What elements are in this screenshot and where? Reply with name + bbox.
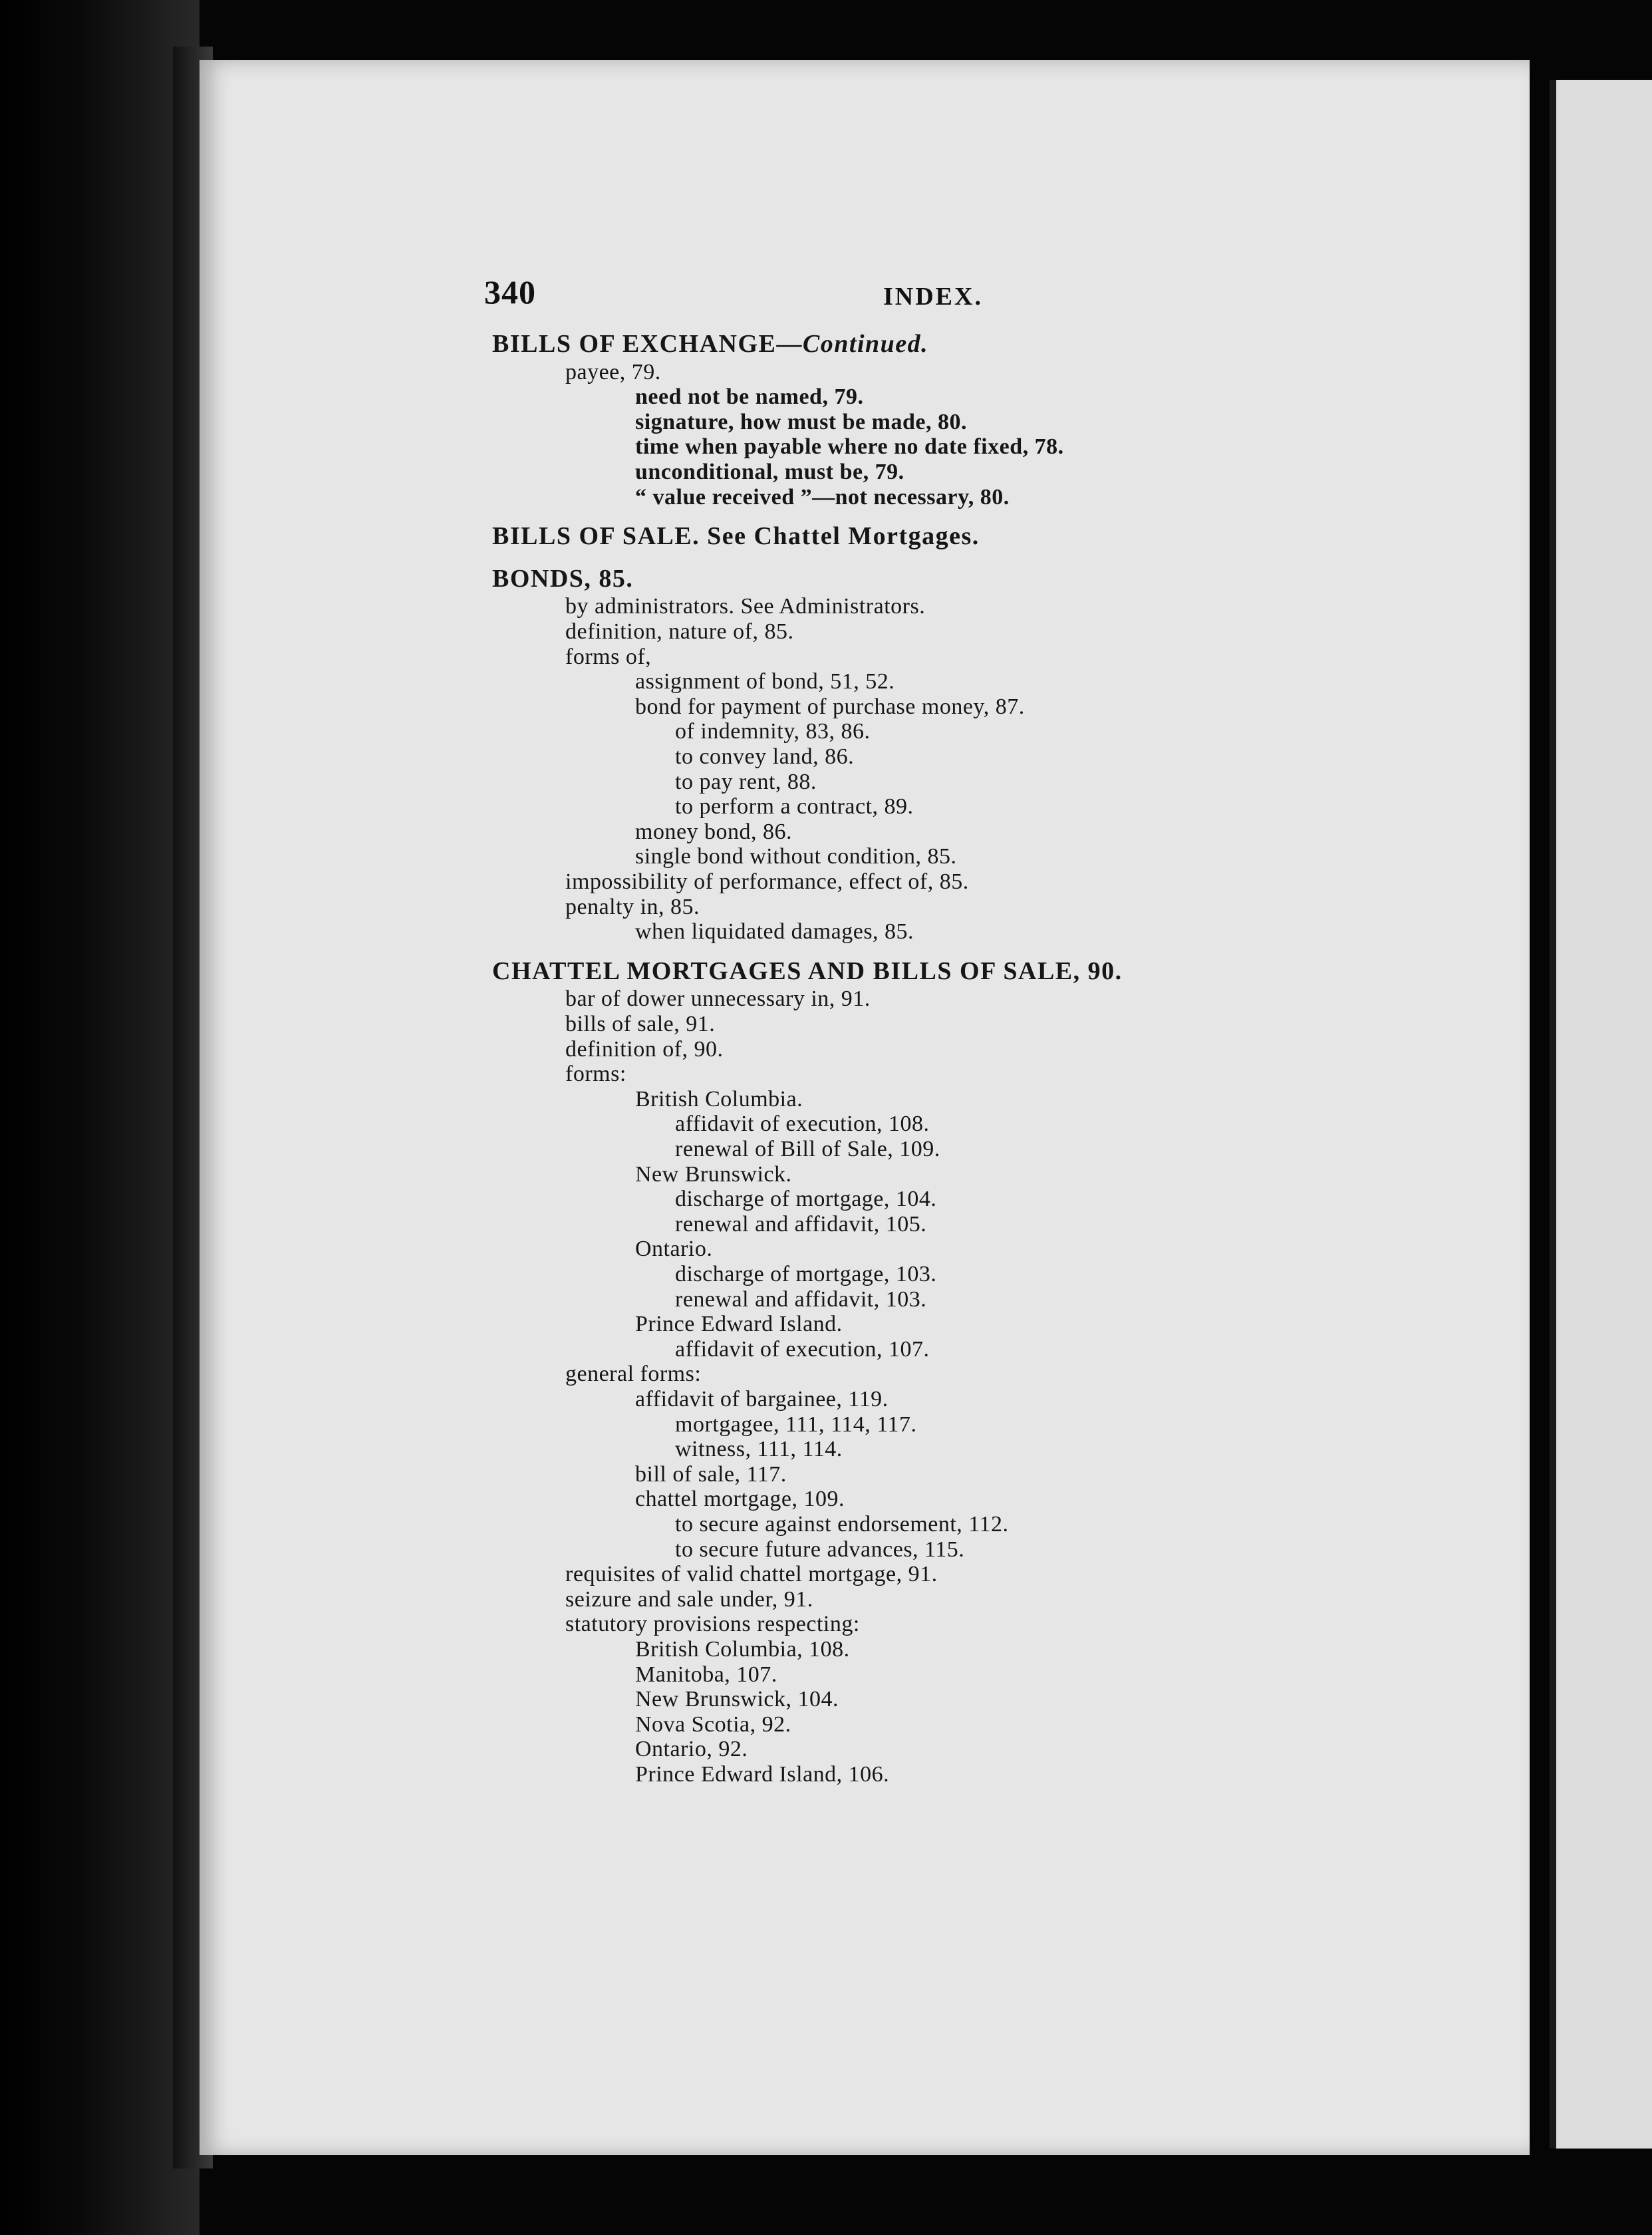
- index-entry: [635, 1762, 889, 1787]
- index-entry: [565, 1012, 715, 1037]
- entry-text: of indemnity, 83, 86.: [675, 719, 871, 744]
- entry-text: to pay rent, 88.: [675, 769, 817, 794]
- entry-text: by administrators. See Administrators.: [565, 594, 926, 619]
- entry-text: assignment of bond, 51, 52.: [635, 669, 895, 694]
- index-entry: [635, 1737, 748, 1762]
- entry-text: to secure against endorsement, 112.: [675, 1512, 1009, 1537]
- index-entry: [635, 384, 863, 410]
- index-entry: [675, 1137, 940, 1162]
- entry-text: New Brunswick.: [635, 1161, 792, 1187]
- index-entry: [635, 919, 914, 945]
- index-entry: [635, 1312, 843, 1337]
- running-head: [0, 273, 1652, 313]
- index-entry: [565, 869, 969, 895]
- entry-text: CHATTEL MORTGAGES AND BILLS OF SALE, 90.: [492, 957, 1123, 985]
- index-entry: [675, 1187, 936, 1212]
- entry-text: affidavit of execution, 107.: [675, 1336, 930, 1362]
- entry-text: “ value received ”—not necessary, 80.: [635, 484, 1010, 510]
- index-entry: [565, 895, 700, 920]
- index-entry: [565, 1587, 813, 1612]
- index-entry: [565, 360, 661, 385]
- index-heading: [492, 522, 980, 551]
- page-number: 340: [484, 273, 536, 311]
- entry-text: statutory provisions respecting:: [565, 1612, 860, 1637]
- index-entry: [635, 1687, 839, 1712]
- index-entry: [635, 1162, 792, 1187]
- index-entry: [635, 669, 895, 694]
- index-heading: [492, 329, 928, 359]
- facing-page-edge: [1550, 80, 1652, 2149]
- entry-text: bond for payment of purchase money, 87.: [635, 694, 1025, 719]
- entry-text: renewal and affidavit, 103.: [675, 1286, 927, 1312]
- index-entry: [675, 1412, 916, 1437]
- entry-text: BILLS OF SALE. See Chattel Mortgages.: [492, 522, 980, 551]
- entry-text: to perform a contract, 89.: [675, 794, 914, 820]
- index-entry: [675, 1262, 936, 1287]
- index-entry: [565, 1612, 860, 1637]
- entry-text: BONDS, 85.: [492, 564, 634, 593]
- index-entry: [565, 619, 793, 645]
- index-entry: [635, 1387, 889, 1412]
- running-title: INDEX.: [883, 283, 983, 311]
- entry-text: discharge of mortgage, 104.: [675, 1187, 937, 1212]
- index-entry: [635, 410, 967, 435]
- entry-text: Nova Scotia, 92.: [635, 1712, 791, 1737]
- index-entry: [675, 719, 871, 744]
- entry-text: time when payable where no date fixed, 78.: [635, 434, 1064, 460]
- index-entry: [565, 1362, 701, 1387]
- index-entry: [565, 1062, 626, 1087]
- entry-text: unconditional, must be, 79.: [635, 460, 904, 484]
- entry-text: British Columbia, 108.: [635, 1637, 850, 1662]
- index-entry: [675, 1287, 926, 1312]
- index-entry: [675, 1537, 964, 1563]
- index-page: [200, 60, 1530, 2155]
- index-entry: [635, 1462, 787, 1487]
- entry-text: British Columbia.: [635, 1086, 803, 1112]
- entry-text: Manitoba, 107.: [635, 1662, 777, 1687]
- entry-text: penalty in, 85.: [565, 894, 700, 919]
- entry-text: New Brunswick, 104.: [635, 1687, 839, 1712]
- index-entry: [635, 1637, 850, 1662]
- entry-text: renewal and affidavit, 105.: [675, 1211, 927, 1237]
- entry-text: mortgagee, 111, 114, 117.: [675, 1412, 917, 1437]
- index-entry: [635, 820, 792, 845]
- entry-text: forms:: [565, 1062, 626, 1087]
- entry-text: to secure future advances, 115.: [675, 1537, 965, 1562]
- index-heading: [492, 957, 1123, 986]
- entry-text: chattel mortgage, 109.: [635, 1487, 845, 1512]
- entry-text: definition, nature of, 85.: [565, 619, 794, 644]
- index-entry: [565, 1037, 724, 1062]
- index-entry: [635, 1712, 791, 1737]
- entry-suffix: Continued.: [802, 330, 929, 358]
- entry-text: general forms:: [565, 1362, 702, 1387]
- entry-text: requisites of valid chattel mortgage, 91.: [565, 1562, 938, 1587]
- index-entry: [635, 694, 1025, 720]
- index-entry: [675, 794, 914, 820]
- entry-text: to convey land, 86.: [675, 744, 855, 769]
- entry-text: signature, how must be made, 80.: [635, 409, 967, 434]
- index-entry: [635, 1662, 777, 1688]
- index-entry: [565, 645, 651, 670]
- entry-text: definition of, 90.: [565, 1036, 724, 1062]
- index-entry: [565, 986, 871, 1012]
- entry-text: renewal of Bill of Sale, 109.: [675, 1137, 940, 1161]
- index-entry: [635, 844, 957, 869]
- entry-text: discharge of mortgage, 103.: [675, 1262, 937, 1286]
- entry-text: need not be named, 79.: [635, 384, 864, 410]
- index-entry: [675, 1512, 1009, 1537]
- entry-text: BILLS OF EXCHANGE—: [492, 330, 803, 358]
- index-entry: [675, 1337, 930, 1362]
- index-entry: [635, 1487, 845, 1512]
- index-entry: [635, 1237, 712, 1262]
- entry-text: Prince Edward Island.: [635, 1312, 843, 1337]
- index-entry: [675, 770, 817, 795]
- entry-text: bar of dower unnecessary in, 91.: [565, 986, 871, 1012]
- index-entry: [635, 1087, 803, 1112]
- index-entry: [675, 1112, 930, 1137]
- entry-text: impossibility of performance, effect of, 85.: [565, 869, 969, 894]
- entry-text: Ontario.: [635, 1237, 713, 1262]
- entry-text: forms of,: [565, 644, 652, 669]
- entry-text: money bond, 86.: [635, 819, 793, 844]
- entry-text: seizure and sale under, 91.: [565, 1586, 813, 1612]
- entry-text: bill of sale, 117.: [635, 1461, 787, 1487]
- index-heading: [492, 564, 633, 593]
- index-entry: [635, 460, 904, 485]
- entry-text: Ontario, 92.: [635, 1737, 748, 1762]
- book-spine-shadow: [0, 0, 200, 2235]
- index-entry: [635, 434, 1064, 460]
- entry-text: Prince Edward Island, 106.: [635, 1762, 890, 1787]
- entry-text: payee, 79.: [565, 359, 661, 384]
- entry-text: witness, 111, 114.: [675, 1437, 843, 1462]
- entry-text: affidavit of bargainee, 119.: [635, 1387, 889, 1412]
- entry-text: affidavit of execution, 108.: [675, 1112, 930, 1137]
- index-entry: [565, 594, 925, 619]
- entry-text: bills of sale, 91.: [565, 1012, 716, 1036]
- index-entry: [635, 485, 1010, 510]
- index-entry: [675, 1437, 843, 1462]
- index-entry: [675, 1212, 926, 1237]
- index-entry: [565, 1562, 938, 1587]
- index-entry: [675, 744, 854, 770]
- entry-text: when liquidated damages, 85.: [635, 919, 914, 945]
- entry-text: single bond without condition, 85.: [635, 844, 957, 869]
